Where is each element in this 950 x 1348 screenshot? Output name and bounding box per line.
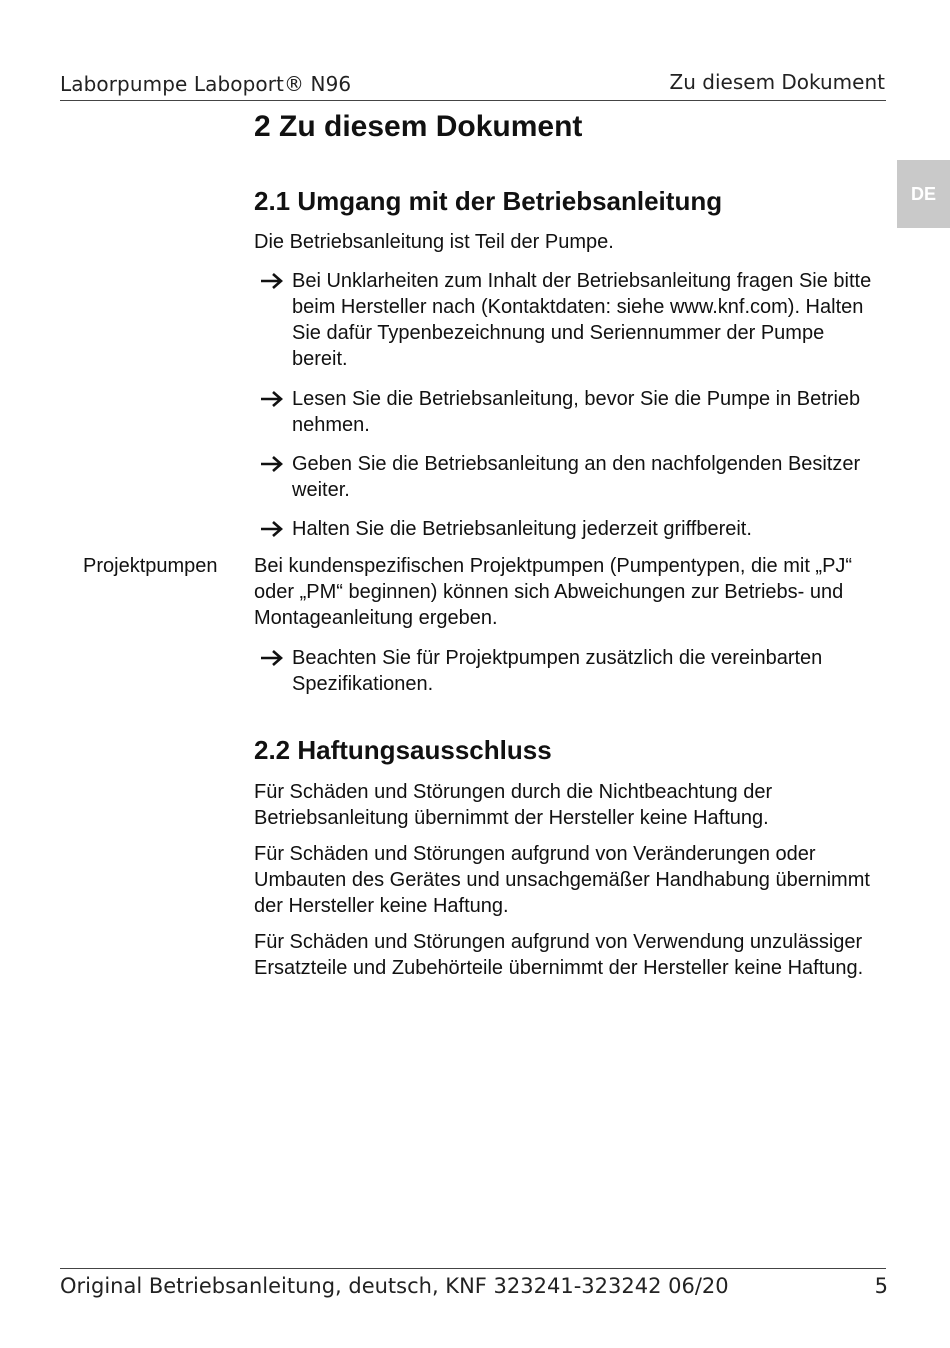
arrow-right-icon: [260, 268, 292, 372]
project-paragraph: Bei kundenspezifischen Projektpumpen (Pumpentypen, die mit „PJ“ oder „PM“ beginnen) können sich Abweichungen zur Betriebs- und Montageanleitung ergeben.: [254, 555, 853, 629]
header-title: Laborpumpe Laboport® N96: [60, 72, 352, 96]
list-item-text: Beachten Sie für Projektpumpen zusätzlich die vereinbarten Spezifikationen.: [292, 647, 823, 695]
list-item: [260, 451, 880, 503]
list-item: [260, 268, 880, 372]
section-intro: Die Betriebsanleitung ist Teil der Pumpe.: [254, 231, 614, 253]
arrow-right-icon: [260, 386, 292, 438]
section-title: 2.2 Haftungsausschluss: [254, 735, 552, 765]
header-section: Zu diesem Dokument: [669, 70, 885, 94]
arrow-right-icon: [260, 451, 292, 503]
chapter-title: 2 Zu diesem Dokument: [254, 110, 583, 143]
list-item: [260, 516, 880, 542]
paragraph: Für Schäden und Störungen durch die Nichtbeachtung der Betriebsanleitung übernimmt der Hersteller keine Haftung.: [254, 781, 773, 829]
list-item-text: Geben Sie die Betriebsanleitung an den nachfolgenden Besitzer weiter.: [292, 453, 861, 501]
list-item-text: Lesen Sie die Betriebsanleitung, bevor Sie die Pumpe in Betrieb nehmen.: [292, 388, 861, 436]
language-tab: DE: [897, 160, 950, 228]
list-item: [260, 645, 880, 697]
paragraph: Für Schäden und Störungen aufgrund von Verwendung unzulässiger Ersatzteile und Zubehörteile übernimmt der Hersteller keine Haftung.: [254, 931, 864, 979]
page-number: 5: [874, 1274, 888, 1298]
section-title: 2.1 Umgang mit der Betriebsanleitung: [254, 186, 723, 216]
list-item-text: Bei Unklarheiten zum Inhalt der Betriebsanleitung fragen Sie bitte beim Hersteller nach (Kontaktdaten: siehe www.knf.com). Halten Sie dafür Typenbezeichnung und Seriennummer der Pumpe bereit.: [292, 270, 872, 370]
arrow-right-icon: [260, 516, 292, 542]
footer-rule: [60, 1268, 886, 1269]
arrow-right-icon: [260, 645, 292, 697]
margin-label: Projektpumpen: [83, 555, 218, 577]
list-item: [260, 386, 880, 438]
footer-text: Original Betriebsanleitung, deutsch, KNF 323241-323242 06/20: [60, 1274, 729, 1298]
paragraph: Für Schäden und Störungen aufgrund von Veränderungen oder Umbauten des Gerätes und unsachgemäßer Handhabung übernimmt der Hersteller keine Haftung.: [254, 843, 870, 917]
list-item-text: Halten Sie die Betriebsanleitung jederzeit griffbereit.: [292, 518, 752, 540]
header-rule: [60, 100, 886, 101]
